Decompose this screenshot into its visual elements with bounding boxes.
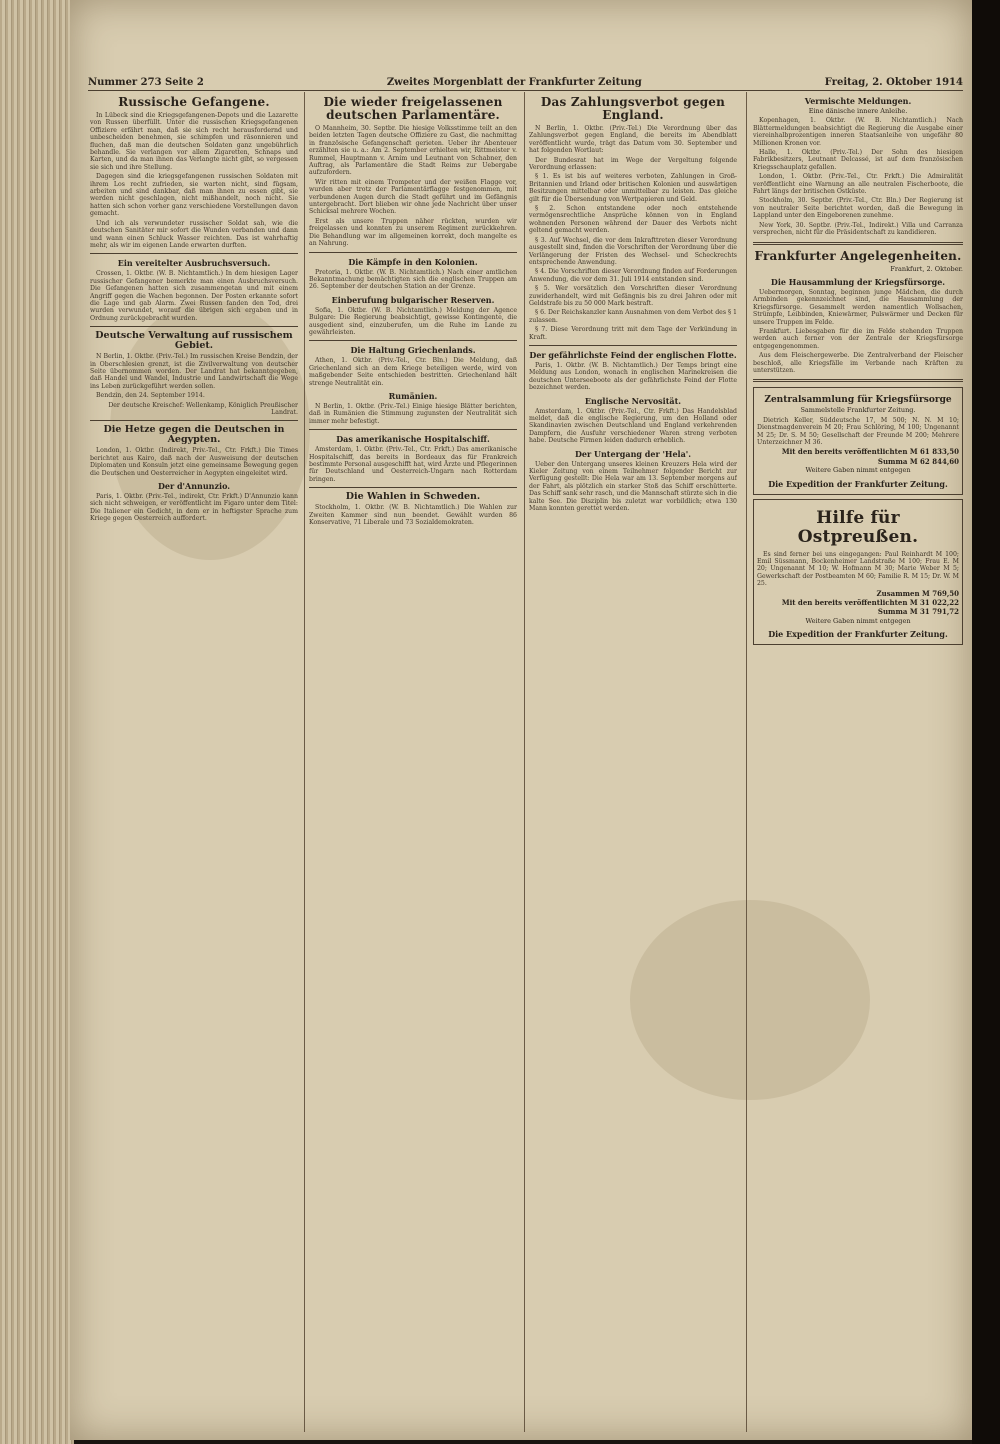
- divider: [309, 429, 517, 430]
- signature-date: Bendzin, den 24. September 1914.: [96, 392, 205, 400]
- article-text: Amsterdam, 1. Oktbr. (Priv.-Tel., Ctr. Frkft.) Das Handelsblad meldet, daß die englische Regierung, um den Holland oder Skandinavien zwischen Deutschland und England verkehrenden Dampfern, die Ausfuhr verschiedener Waren streng verboten habe. Deutsche Firmen leiden dadurch erheblich.: [529, 407, 737, 445]
- article-text: N Berlin, 1. Oktbr. (Priv.-Tel.) Die Verordnung über das Zahlungsverbot gegen England, die bereits im Abendblatt veröffentlicht wurde, trägt das Datum vom 30. September und hat folgenden Wortlaut:: [529, 125, 737, 155]
- divider: [309, 487, 517, 488]
- sum-line: [757, 448, 959, 455]
- article-text: New York, 30. Septbr. (Priv.-Tel., Indirekt.) Villa und Carranza versprechen, nicht für die Präsidentschaft zu kandidieren.: [753, 221, 963, 237]
- newspaper-name: Zweites Morgenblatt der Frankfurter Zeitung: [386, 76, 642, 88]
- divider: [309, 340, 517, 341]
- headline: Vermischte Meldungen.: [804, 96, 912, 106]
- headline: Deutsche Verwaltung auf russischem Gebiet.: [95, 330, 293, 352]
- signature: Der deutsche Kreischef: Wellenkamp, Königlich Preußischer Landrat.: [108, 401, 298, 416]
- divider: [90, 326, 298, 327]
- sum-value: M 31 022,22: [909, 598, 959, 608]
- headline: Einberufung bulgarischer Reserven.: [331, 294, 495, 305]
- article-text: Amsterdam, 1. Oktbr. (Priv.-Tel., Ctr. Frkft.) Das amerikanische Hospitalschiff, das bereits in Bordeaux das für Frankreich bestimmte Personal ausgeschifft hat, wird Ärzte und Pflegerinnen für Deutschland und Oesterreich-Ungarn nach Rotterdam bringen.: [309, 446, 517, 483]
- article-text: Stockholm, 1. Oktbr. (W. B. Nichtamtlich.) Die Wahlen zur Zweiten Kammer sind nun beendet. Gewählt wurden 86 Konservative, 71 Liberale und 73 Sozialdemokraten.: [309, 504, 517, 527]
- publisher-line: Die Expedition der Frankfurter Zeitung.: [768, 478, 948, 489]
- article-text: § 6. Der Reichskanzler kann Ausnahmen von dem Verbot des § 1 zulassen.: [529, 309, 737, 324]
- article-text: Und ich als verwundeter russischer Soldat sah, wie die deutschen Sanitäter mir sofort die Wunden verbanden und dann und wann einen Schluck Wasser reichten. Das ist wahrhaftig mehr, als wir im eigenen Lande erwarten durften.: [90, 219, 298, 249]
- column-2: [304, 92, 517, 1432]
- article-text: Halle, 1. Oktbr. (Priv.-Tel.) Der Sohn des hiesigen Fabrikbesitzers, Leutnant Delcassé, ist auf dem französischen Kriegsschauplatz gefallen.: [753, 149, 963, 171]
- headline: Das amerikanische Hospitalschiff.: [336, 434, 490, 445]
- sum-label: Mit den bereits veröffentlichten: [781, 447, 908, 457]
- article-text: § 4. Die Vorschriften dieser Verordnung finden auf Forderungen Anwendung, die vor dem 31. Juli 1914 entstanden sind.: [529, 268, 737, 283]
- article-text: Aus dem Fleischergewerbe. Die Zentralverband der Fleischer beschloß, alle Kriegsfälle im Verbande nach Kräften zu unterstützen.: [753, 352, 963, 374]
- article-text: § 7. Diese Verordnung tritt mit dem Tage der Verkündung in Kraft.: [529, 326, 737, 341]
- headline: Zentralsammlung für Kriegsfürsorge: [764, 395, 952, 406]
- donation-box: [753, 387, 963, 494]
- column-1: [90, 92, 298, 1432]
- dateline: Frankfurt, 2. Oktober.: [890, 264, 963, 273]
- article-text: Der Bundesrat hat im Wege der Vergeltung folgende Verordnung erlassen:: [529, 156, 737, 172]
- sum-label: Mit den bereits veröffentlichten: [781, 598, 908, 608]
- sum-label: Summa: [877, 456, 908, 466]
- article-text: Stockholm, 30. Septbr. (Priv.-Tel., Ctr. Bln.) Der Regierung ist von neutraler Seite berichtet worden, daß die Bewegung in Lappland unter den Eingeborenen zunehme.: [753, 197, 963, 220]
- sum-line: [757, 608, 959, 615]
- article-text: Erst als unsere Truppen näher rückten, wurden wir freigelassen und konnten zu unserem Regiment zurückkehren. Die Behandlung war im allgemeinen korrekt, doch mangelte es an Nahrung.: [309, 217, 517, 248]
- sum-value: M 31 791,72: [909, 607, 959, 617]
- headline: Rumänien.: [388, 390, 438, 401]
- headline: Die Hausammlung der Kriegsfürsorge.: [770, 276, 946, 287]
- article-text: § 5. Wer vorsätzlich den Vorschriften dieser Verordnung zuwiderhandelt, wird mit Gefängnis bis zu drei Jahren oder mit Geldstrafe bis zu 50 000 Mark bestraft.: [529, 285, 737, 307]
- article-text: N Berlin, 1. Oktbr. (Priv.-Tel.) Einige hiesige Blätter berichten, daß in Rumänien die Stimmung zugunsten der Neutralität sich immer mehr befestigt.: [309, 402, 517, 425]
- article-text: Wir ritten mit einem Trompeter und der weißen Flagge vor, wurden aber trotz der Parlamentärflagge festgenommen, mit verbundenen Augen durch die Stadt geführt und im Gefängnis untergebracht. Dort blieben wir ohne jede Nachricht über unser Schicksal mehrere Wochen.: [309, 178, 517, 216]
- headline: Das Zahlungsverbot gegen England.: [540, 95, 726, 122]
- sum-line: [757, 590, 959, 597]
- headline: Die wieder freigelassenen: [323, 95, 503, 109]
- article-text: § 1. Es ist bis auf weiteres verboten, Zahlungen in Groß-Britannien und Irland oder britischen Kolonien und auswärtigen Besitzungen mittelbar oder unmittelbar zu leisten. Das gleiche gilt für die Übersendung von Wertpapieren und Geld.: [529, 173, 737, 203]
- article-text: N Berlin, 1. Oktbr. (Priv.-Tel.) Im russischen Kreise Bendzin, der in Oberschlesien grenzt, ist die Zivilverwaltung von deutscher Seite übernommen worden. Der Landrat hat bekanntgegeben, daß Handel und Wandel, Industrie und Landwirtschaft die Wege ins Leben zurückgeführt werden sollen.: [90, 353, 298, 390]
- issue-date: Freitag, 2. Oktober 1914: [824, 76, 963, 88]
- article-text: Paris, 1. Oktbr. (Priv.-Tel., indirekt, Ctr. Frkft.) D'Annunzio kann sich nicht schweigen, er veröffentlicht im Figaro unter dem Titel: Die Italiener ein Gedicht, in dem er in heftigster Sprache zum Kriege gegen Oesterreich auffordert.: [90, 493, 298, 523]
- headline: Die Hetze gegen die Deutschen in Aegypten.: [103, 424, 285, 446]
- article-text: Kopenhagen, 1. Oktbr. (W. B. Nichtamtlich.) Nach Blättermeldungen beabsichtigt die Regierung die Ausgabe einer viereinhalbprozentigen inneren Staatsanleihe von ungefähr 80 Millionen Kronen vor.: [753, 117, 963, 147]
- divider: [753, 242, 963, 245]
- note: Weitere Gaben nimmt entgegen: [805, 616, 911, 625]
- masthead: [88, 74, 963, 91]
- subheadline: Eine dänische innere Anleihe.: [808, 107, 908, 115]
- scan-dark-edge: [972, 0, 1000, 1444]
- column-3: [524, 92, 737, 1432]
- column-4: [746, 92, 963, 1432]
- article-text: Pretoria, 1. Oktbr. (W. B. Nichtamtlich.) Nach einer amtlichen Bekanntmachung bemächtigten sich die englischen Truppen am 26. September der deutschen Station an der Grenze.: [309, 268, 517, 291]
- article-text: § 3. Auf Wechsel, die vor dem Inkrafttreten dieser Verordnung ausgestellt sind, finden die Vorschriften der Verordnung über die Verlängerung der Fristen des Wechsel- und Scheckrechts entsprechende Anwendung.: [529, 236, 737, 266]
- article-text: Athen, 1. Oktbr. (Priv.-Tel., Ctr. Bln.) Die Meldung, daß Griechenland sich an dem Kriege beteiligen werde, wird von maßgebender Seite entschieden bestritten. Griechenland hält strenge Neutralität ein.: [309, 357, 517, 387]
- headline: Die Haltung Griechenlands.: [350, 345, 476, 356]
- headline: Russische Gefangene.: [118, 95, 270, 109]
- headline: Die Wahlen in Schweden.: [345, 491, 481, 503]
- donation-list: Es sind ferner bei uns eingegangen: Paul Reinhardt M 100; Emil Süssmann, Bockenheimer Landstraße M 100; Frau E. M 20; Ungenannt M 10; W. Hofmann M 30; Marie Weber M 5; Gewerkschaft der Postbeamten M 60; Familie R. M 15; Dr. W. M 25.: [757, 550, 959, 588]
- publisher-line: Die Expedition der Frankfurter Zeitung.: [768, 629, 948, 640]
- article-text: Dagegen sind die kriegsgefangenen russischen Soldaten mit ihrem Los recht zufrieden, sie warten nicht, sind fügsam, arbeiten und sind dankbar, daß man ihnen zu essen gibt, sie werden nicht geschlagen, nicht mißhandelt, noch nicht. Sie hatten sich schon vorher ganz verschiedene Vorstellungen davon gemacht.: [90, 173, 298, 218]
- divider: [529, 345, 737, 346]
- headline: Ein vereitelter Ausbruchsversuch.: [117, 258, 271, 269]
- headline: Hilfe für Ostpreußen.: [797, 507, 919, 547]
- sum-value: M 769,50: [922, 588, 959, 598]
- article-text: § 2. Schon entstandene oder noch entstehende vermögensrechtliche Ansprüche können von in England wohnenden Personen während der Dauer des Verbots nicht geltend gemacht werden.: [529, 205, 737, 235]
- divider: [753, 379, 963, 382]
- article-text: London, 1. Oktbr. (Priv.-Tel., Ctr. Frkft.) Die Admiralität veröffentlicht eine Warnung an alle neutralen Fischerboote, die Fahrt längs der britischen Ostküste.: [753, 173, 963, 196]
- divider: [90, 253, 298, 254]
- divider: [309, 252, 517, 253]
- headline: Der Untergang der 'Hela'.: [574, 448, 692, 459]
- article-text: Sofia, 1. Oktbr. (W. B. Nichtamtlich.) Meldung der Agence Bulgare: Die Regierung beabsichtigt, gewisse Kontingente, die ausgedient sind, einzuberufen, um die Ruhe im Lande zu gewährleisten.: [309, 306, 517, 336]
- sum-value: M 61 833,50: [909, 447, 959, 457]
- book-binding-edge: [0, 0, 74, 1444]
- subheadline: Sammelstelle Frankfurter Zeitung.: [800, 406, 916, 415]
- note: Weitere Gaben nimmt entgegen: [805, 466, 911, 475]
- article-text: Frankfurt. Liebesgaben für die im Felde stehenden Truppen werden auch ferner von der Zentrale der Kriegsfürsorge entgegengenommen.: [753, 327, 963, 350]
- issue-number: Nummer 273 Seite 2: [88, 76, 204, 88]
- headline: Die Kämpfe in den Kolonien.: [348, 256, 478, 267]
- donation-box: [753, 499, 963, 646]
- donation-list: Dietrich Keller, Süddeutsche 17, M 500; N. N. M 10; Dienstmagdenverein M 20; Frau Schlöring, M 100; Ungenannt M 25; Dr. S. M 50; Gesellschaft der Freunde M 200; Mehrere Unterzeichner M 36.: [757, 416, 959, 446]
- divider: [90, 420, 298, 421]
- headline: Englische Nervosität.: [584, 395, 682, 406]
- section-heading: Frankfurter Angelegenheiten.: [754, 248, 962, 263]
- sum-line: [757, 599, 959, 606]
- sum-label: Zusammen: [876, 588, 920, 598]
- article-text: Uebermorgen, Sonntag, beginnen junge Mädchen, die durch Armbinden gekennzeichnet sind, die Hausammlung der Kriegsfürsorge. Gesammelt werden namentlich Wollsachen, Strümpfe, Leibbinden, Kniewärmer, Pulswärmer und Decken für unsere Truppen im Felde.: [753, 288, 963, 326]
- article-text: London, 1. Oktbr. (Indirekt, Priv.-Tel., Ctr. Frkft.) Die Times berichtet aus Kairo, daß nach der Ausweisung der deutschen Diplomaten und Konsuln jetzt eine gemeinsame Bewegung gegen die Deutschen und Oesterreicher in Aegypten eingeleitet wird.: [90, 447, 298, 477]
- sum-label: Summa: [877, 607, 908, 617]
- article-text: In Lübeck sind die Kriegsgefangenen-Depots und die Lazarette von Russen überfüllt. Unter die russischen Kriegsgefangenen Offiziere erfährt man, daß sie sich recht herausfordernd und unbescheiden benehmen, sie schimpfen und räsonnieren und fluchen, daß man die deutschen Soldaten ganz ungebührlich behandle. Sie verlangen vor allem Zigaretten, Schnaps und Karten, und da man ihnen das Verlangte nicht gibt, so vergessen sie sich und ihre Stellung.: [90, 112, 298, 171]
- article-text: Ueber den Untergang unseres kleinen Kreuzers Hela wird der Kieler Zeitung von einem Teilnehmer folgender Bericht zur Verfügung gestellt: Die Hela war am 13. September morgens auf der Fahrt, als plötzlich ein starker Stoß das Schiff erschütterte. Das Schiff sank sehr rasch, und die Mannschaft stürzte sich in die kalte See. Die Disziplin bis zuletzt war vorbildlich; etwa 130 Mann konnten gerettet werden.: [529, 460, 737, 513]
- article-text: O Mannheim, 30. Septbr. Die hiesige Volksstimme teilt an den beiden letzten Tagen deutsche Offiziere zu Gast, die nachmittag in französische Gefangenschaft gerieten. Ueber ihr Abenteuer erzählten sie u. a.: Am 2. September erhielten wir, Rittmeister v. Rummel, Hauptmann v. Arnim und Leutnant von Schabner, den Auftrag, als Parlamentäre die Stadt Reims zur Uebergabe aufzufordern.: [309, 125, 517, 177]
- headline: Der d'Annunzio.: [157, 481, 231, 492]
- article-text: Paris, 1. Oktbr. (W. B. Nichtamtlich.) Der Temps bringt eine Meldung aus London, wonach in englischen Marinekreisen die deutschen Unterseeboote als der gefährlichste Feind der Flotte bezeichnet werden.: [529, 361, 737, 392]
- article-text: Crossen, 1. Oktbr. (W. B. Nichtamtlich.) In dem hiesigen Lager russischer Gefangener bemerkte man einen Ausbruchsversuch. Die Gefangenen hatten sich zusammengetan und mit einem Angriff gegen die Wachen begonnen. Der Posten erkannte sofort die Lage und gab Alarm. Zwei Russen fanden den Tod, drei wurden verwundet, worauf die übrigen sich ergaben und in Ordnung zurückgebracht wurden.: [90, 270, 298, 322]
- sum-line: [757, 458, 959, 465]
- headline: deutschen Parlamentäre.: [326, 108, 500, 122]
- headline: Der gefährlichste Feind der englischen Flotte.: [529, 349, 737, 360]
- sum-value: M 62 844,60: [909, 456, 959, 466]
